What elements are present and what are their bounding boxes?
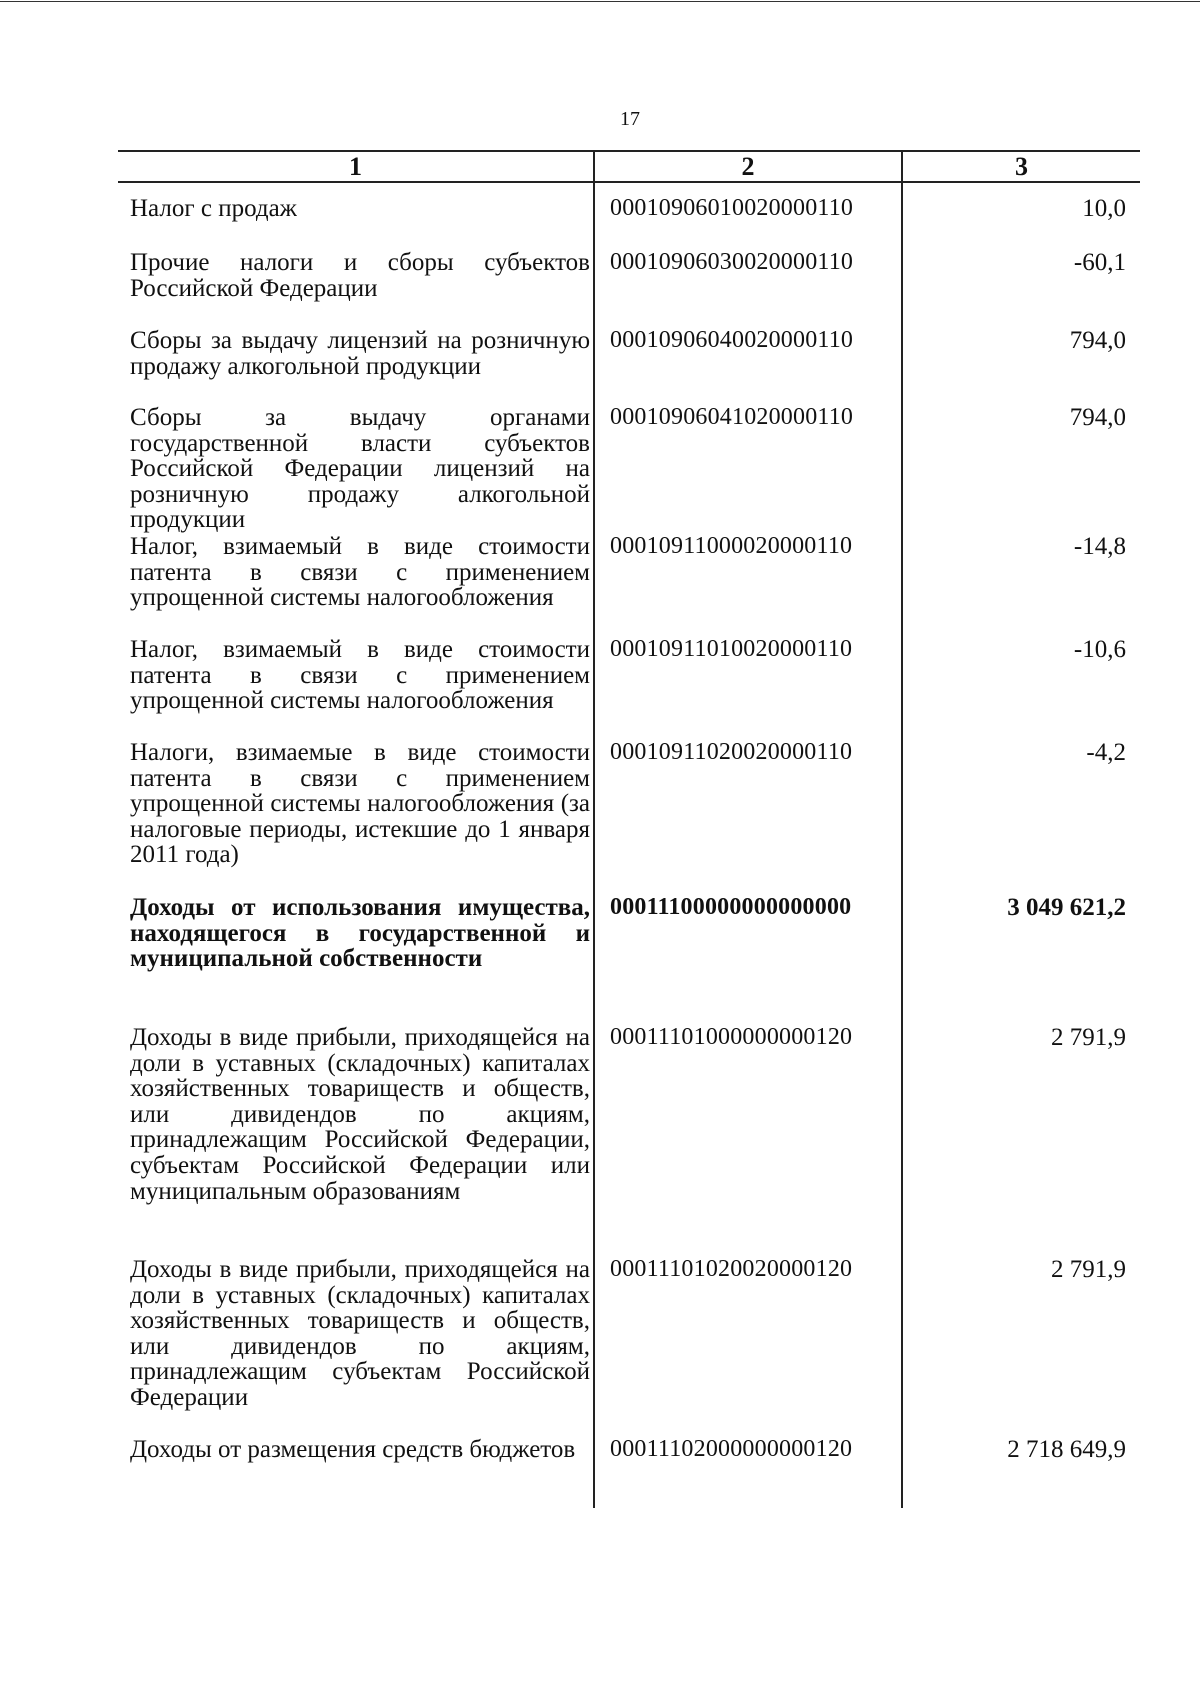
row-code: 00010906040020000110 — [610, 327, 854, 353]
header-bottom-border — [118, 181, 1140, 183]
top-border-line — [0, 1, 1200, 2]
row-value: 2 791,9 — [1051, 1024, 1126, 1051]
row-name: Доходы от использования имущества, находящегося в государственной и муниципальной собственности — [130, 894, 590, 973]
row-code: 00011101020020000120 — [610, 1256, 853, 1282]
row-value: 794,0 — [1069, 404, 1126, 431]
header-col-1: 1 — [349, 152, 362, 181]
page-number: 17 — [620, 108, 640, 130]
row-name: Налоги, взимаемые в виде стоимости патента в связи с применением упрощенной системы налогообложения (за налоговые периоды, истекшие до 1 января 2011 года) — [130, 739, 590, 869]
revenue-table — [118, 150, 1140, 1508]
row-name: Сборы за выдачу лицензий на розничную продажу алкогольной продукции — [130, 327, 590, 380]
header-col-3: 3 — [1015, 152, 1028, 181]
row-value: 2 791,9 — [1051, 1256, 1126, 1283]
row-code: 00011100000000000000 — [610, 894, 852, 920]
row-code: 00011101000000000120 — [610, 1024, 853, 1050]
row-name: Прочие налоги и сборы субъектов Российской Федерации — [130, 249, 590, 302]
row-value: 10,0 — [1082, 195, 1126, 222]
row-name: Налог с продаж — [130, 195, 297, 222]
row-code: 00010911000020000110 — [610, 533, 853, 559]
row-value: -60,1 — [1073, 249, 1126, 276]
row-name: Доходы в виде прибыли, приходящейся на доли в уставных (складочных) капиталах хозяйственных товариществ и обществ, или дивидендов по акциям, принадлежащим субъектам Российской Федерации — [130, 1256, 590, 1411]
column-divider-1 — [593, 150, 595, 1508]
row-value: -4,2 — [1086, 739, 1126, 766]
row-name: Налог, взимаемый в виде стоимости патента в связи с применением упрощенной системы налогообложения — [130, 636, 590, 715]
row-name: Налог, взимаемый в виде стоимости патента в связи с применением упрощенной системы налогообложения — [130, 533, 590, 612]
row-code: 00010911010020000110 — [610, 636, 853, 662]
row-value: 2 718 649,9 — [1007, 1436, 1126, 1463]
row-name: Доходы от размещения средств бюджетов — [130, 1436, 576, 1463]
row-value: -14,8 — [1073, 533, 1126, 560]
row-code: 00010906030020000110 — [610, 249, 854, 275]
row-value: -10,6 — [1073, 636, 1126, 663]
row-value: 3 049 621,2 — [1007, 894, 1126, 921]
row-name: Сборы за выдачу органами государственной власти субъектов Российской Федерации лицензий на розничную продажу алкогольной продукции — [130, 404, 590, 534]
row-code: 00010906041020000110 — [610, 404, 854, 430]
row-value: 794,0 — [1069, 327, 1126, 354]
row-code: 00010906010020000110 — [610, 195, 854, 221]
row-name: Доходы в виде прибыли, приходящейся на доли в уставных (складочных) капиталах хозяйственных товариществ и обществ, или дивидендов по акциям, принадлежащим Российской Федерации, субъектам Российской Федерации или муниципальным образованиям — [130, 1024, 590, 1205]
header-col-2: 2 — [741, 152, 755, 181]
row-code: 00011102000000000120 — [610, 1436, 853, 1462]
row-code: 00010911020020000110 — [610, 739, 853, 765]
column-divider-2 — [901, 150, 903, 1508]
